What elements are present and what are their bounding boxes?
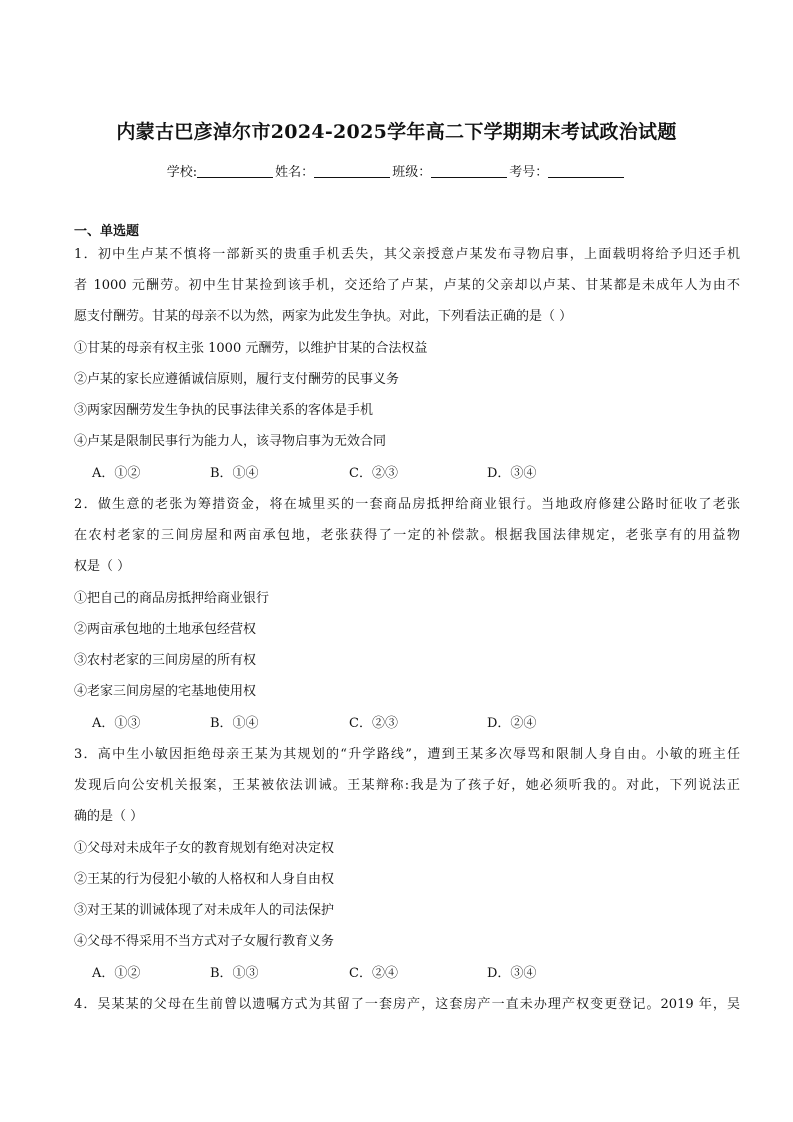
section-heading: 一、单选题 bbox=[74, 224, 140, 239]
name-blank[interactable] bbox=[314, 164, 390, 178]
option-b[interactable]: B．①④ bbox=[210, 716, 259, 731]
class-label: 班级： bbox=[392, 165, 432, 180]
question-stem-line: 者 1000 元酬劳。初中生甘某捡到该手机，交还给了卢某，卢某的父亲却以卢某、甘某都是未成年人为由不 bbox=[74, 278, 740, 293]
option-a[interactable]: A．①② bbox=[92, 466, 141, 481]
class-blank[interactable] bbox=[431, 164, 507, 178]
option-b[interactable]: B．①④ bbox=[210, 466, 259, 481]
option-a[interactable]: A．①② bbox=[92, 966, 141, 981]
option-d[interactable]: D．③④ bbox=[487, 466, 537, 481]
statement: ①父母对未成年子女的教育规划有绝对决定权 bbox=[74, 841, 335, 856]
exam-title: 内蒙古巴彦淖尔市2024-2025学年高二下学期期末考试政治试题 bbox=[116, 121, 677, 143]
statement: ②卢某的家长应遵循诚信原则，履行支付酬劳的民事义务 bbox=[74, 372, 400, 387]
question-stem-line: 在农村老家的三间房屋和两亩承包地，老张获得了一定的补偿款。根据我国法律规定，老张享有的用益物 bbox=[74, 528, 740, 543]
statement: ④老家三间房屋的宅基地使用权 bbox=[74, 684, 257, 699]
statement: ②王某的行为侵犯小敏的人格权和人身自由权 bbox=[74, 872, 335, 887]
statement: ④父母不得采用不当方式对子女履行教育义务 bbox=[74, 934, 335, 949]
statement: ④卢某是限制民事行为能力人，该寻物启事为无效合同 bbox=[74, 434, 387, 449]
school-blank[interactable] bbox=[197, 164, 273, 178]
option-d[interactable]: D．③④ bbox=[487, 966, 537, 981]
school-label: 学校: bbox=[166, 165, 198, 180]
question-stem-line: 权是（ ） bbox=[74, 559, 131, 574]
statement: ①甘某的母亲有权主张 1000 元酬劳，以维护甘某的合法权益 bbox=[74, 341, 428, 356]
statement: ③农村老家的三间房屋的所有权 bbox=[74, 653, 257, 668]
question-stem-line: 2．做生意的老张为筹措资金，将在城里买的一套商品房抵押给商业银行。当地政府修建公路时征收了老张 bbox=[74, 497, 740, 512]
exam-no-label: 考号： bbox=[509, 165, 549, 180]
option-c[interactable]: C．②③ bbox=[349, 466, 398, 481]
question-stem-line: 1．初中生卢某不慎将一部新买的贵重手机丢失，其父亲授意卢某发布寻物启事，上面载明将给予归还手机 bbox=[74, 247, 740, 262]
option-a[interactable]: A．①③ bbox=[92, 716, 141, 731]
question-stem-line: 确的是（ ） bbox=[74, 809, 144, 824]
option-b[interactable]: B．①③ bbox=[210, 966, 259, 981]
statement: ②两亩承包地的土地承包经营权 bbox=[74, 622, 257, 637]
student-info-row bbox=[0, 161, 793, 180]
option-c[interactable]: C．②④ bbox=[349, 966, 398, 981]
exam-no-blank[interactable] bbox=[548, 164, 624, 178]
question-stem-line: 3．高中生小敏因拒绝母亲王某为其规划的“升学路线”，遭到王某多次辱骂和限制人身自由。小敏的班主任 bbox=[74, 747, 740, 762]
question-stem-line: 愿支付酬劳。甘某的母亲不以为然，两家为此发生争执。对此，下列看法正确的是（ ） bbox=[74, 309, 573, 324]
question-stem-line: 4．吴某某的父母在生前曾以遗嘱方式为其留了一套房产，这套房产一直未办理产权变更登记。2019 年，吴 bbox=[74, 997, 740, 1012]
statement: ③对王某的训诫体现了对未成年人的司法保护 bbox=[74, 903, 335, 918]
question-stem-line: 发现后向公安机关报案，王某被依法训诫。王某辩称:我是为了孩子好，她必须听我的。对此，下列说法正 bbox=[74, 778, 740, 793]
statement: ③两家因酬劳发生争执的民事法律关系的客体是手机 bbox=[74, 403, 374, 418]
statement: ①把自己的商品房抵押给商业银行 bbox=[74, 591, 270, 606]
option-d[interactable]: D．②④ bbox=[487, 716, 537, 731]
option-c[interactable]: C．②③ bbox=[349, 716, 398, 731]
name-label: 姓名： bbox=[275, 165, 315, 180]
